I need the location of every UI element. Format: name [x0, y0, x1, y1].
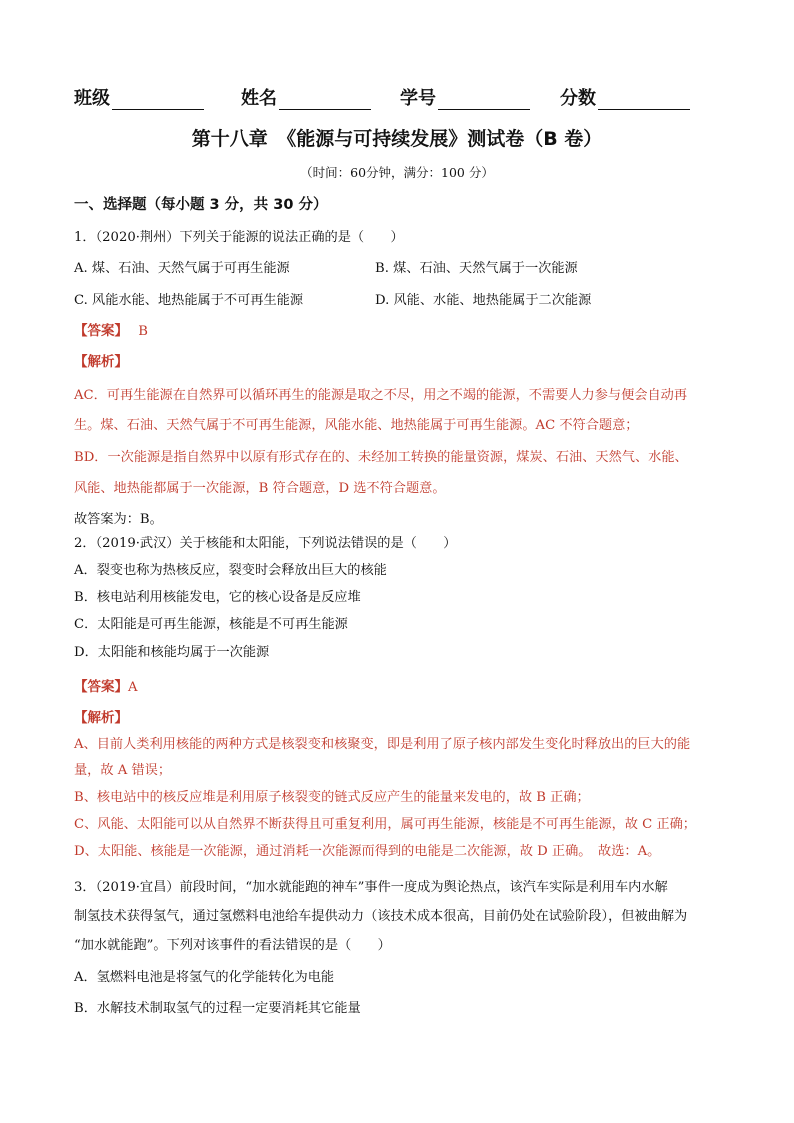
question-1-answer: [74, 319, 148, 339]
answer-value: A: [128, 680, 138, 695]
question-3-stem-line: “加水就能跑”。下列对该事件的看法错误的是（ ）: [74, 938, 391, 953]
question-3-option-a: A．氢燃料电池是将氢气的化学能转化为电能: [74, 970, 335, 985]
question-2-analysis-line: C、风能、太阳能可以从自然界不断获得且可重复利用，属可再生能源，核能是不可再生能源，故 C 正确；: [74, 817, 696, 832]
question-1-analysis-line: BD．一次能源是指自然界中以原有形式存在的、未经加工转换的能量资源，煤炭、石油、天然气、水能、: [74, 450, 688, 465]
question-1-option-d: D. 风能、水能、地热能属于二次能源: [375, 293, 592, 308]
name-field: [241, 84, 371, 110]
number-field: [400, 84, 530, 110]
score-label: 分数: [560, 88, 596, 109]
section-heading: 一、选择题（每小题 3 分，共 30 分）: [74, 197, 328, 213]
question-2-option-d: D．太阳能和核能均属于一次能源: [74, 645, 270, 660]
page-subtitle: （时间：60分钟，满分：100 分）: [300, 165, 494, 180]
answer-tag: 【答案】: [74, 323, 128, 339]
name-label: 姓名: [241, 88, 277, 109]
answer-value: B: [138, 324, 148, 339]
question-1-conclusion: 故答案为：B。: [74, 512, 163, 527]
question-2-analysis-tag: 【解析】: [74, 710, 128, 726]
answer-tag: 【答案】: [74, 679, 128, 695]
question-3-stem-line: 3．（2019·宜昌）前段时间，“加水就能跑的神车”事件一度成为舆论热点，该汽车实际是利用车内水解: [74, 880, 668, 895]
question-2-stem: 2．（2019·武汉）关于核能和太阳能，下列说法错误的是（ ）: [74, 536, 457, 551]
name-blank[interactable]: [279, 91, 371, 110]
question-1-analysis-line: 生。煤、石油、天然气属于不可再生能源，风能水能、地热能属于可再生能源。AC 不符合题意；: [74, 418, 639, 433]
page-title: 第十八章 《能源与可持续发展》测试卷（B 卷）: [191, 128, 603, 150]
student-info-row: [74, 84, 714, 108]
question-2-analysis-line: A、目前人类利用核能的两种方式是核裂变和核聚变，即是利用了原子核内部发生变化时释放出的巨大的能: [74, 737, 691, 752]
question-3-stem-line: 制氢技术获得氢气，通过氢燃料电池给车提供动力（该技术成本很高，目前仍处在试验阶段），但被曲解为: [74, 909, 688, 924]
question-1-stem: 1．（2020·荆州）下列关于能源的说法正确的是（ ）: [74, 230, 404, 245]
question-2-option-c: C．太阳能是可再生能源，核能是不可再生能源: [74, 617, 348, 632]
question-1-option-b: B. 煤、石油、天然气属于一次能源: [375, 261, 578, 276]
question-2-answer: [74, 675, 138, 695]
class-field: [74, 84, 204, 110]
question-1-analysis-tag: 【解析】: [74, 354, 128, 370]
question-1-analysis-line: 风能、地热能都属于一次能源，B 符合题意，D 选不符合题意。: [74, 481, 446, 496]
question-1-option-c: C. 风能水能、地热能属于不可再生能源: [74, 293, 304, 308]
score-blank[interactable]: [598, 91, 690, 110]
question-2-option-a: A．裂变也称为热核反应，裂变时会释放出巨大的核能: [74, 563, 387, 578]
question-2-analysis-line: B、核电站中的核反应堆是利用原子核裂变的链式反应产生的能量来发电的，故 B 正确；: [74, 790, 590, 805]
score-field: [560, 84, 690, 110]
class-label: 班级: [74, 88, 110, 109]
question-2-analysis-line: D、太阳能、核能是一次能源，通过消耗一次能源而得到的电能是二次能源，故 D 正确。 故选：A。: [74, 844, 661, 859]
class-blank[interactable]: [112, 91, 204, 110]
number-label: 学号: [400, 88, 436, 109]
question-1-analysis-line: AC．可再生能源在自然界可以循环再生的能源是取之不尽，用之不竭的能源，不需要人力参与便会自动再: [74, 388, 688, 403]
number-blank[interactable]: [438, 91, 530, 110]
question-2-option-b: B．核电站利用核能发电，它的核心设备是反应堆: [74, 590, 361, 605]
question-3-option-b: B．水解技术制取氢气的过程一定要消耗其它能量: [74, 1001, 361, 1016]
question-2-analysis-line: 量，故 A 错误；: [74, 763, 172, 778]
question-1-option-a: A. 煤、石油、天然气属于可再生能源: [74, 261, 290, 276]
